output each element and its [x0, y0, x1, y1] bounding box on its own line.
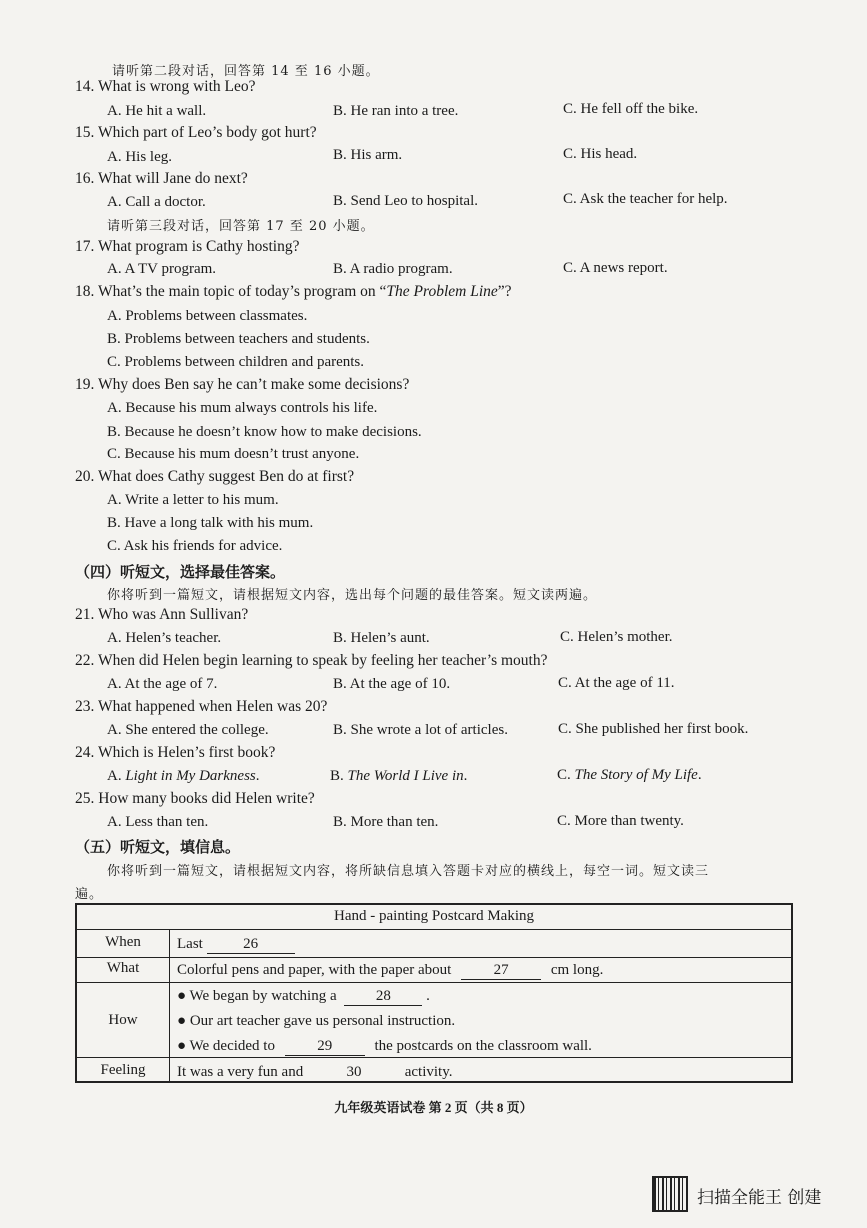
question-21: 21. Who was Ann Sullivan?: [75, 606, 249, 623]
feeling-content: It was a very fun and 30 activity.: [177, 1064, 453, 1080]
option-16c: C. Ask the teacher for help.: [563, 191, 728, 207]
option-20a: A. Write a letter to his mum.: [107, 492, 279, 508]
question-15: 15. Which part of Leo’s body got hurt?: [75, 124, 317, 141]
how-item-3: ● We decided to 29 the postcards on the classroom wall.: [177, 1038, 592, 1054]
question-24: 24. Which is Helen’s first book?: [75, 744, 276, 761]
option-22c: C. At the age of 11.: [558, 675, 675, 691]
blank-26[interactable]: 26: [207, 936, 295, 954]
section-5-title: （五）听短文，填信息。: [75, 840, 241, 856]
what-content: Colorful pens and paper, with the paper about 27 cm long.: [177, 962, 604, 978]
bullet-icon: ●: [177, 988, 187, 1004]
bullet-icon: ●: [177, 1013, 187, 1029]
section-5-instruction-cont: 遍。: [75, 887, 104, 902]
option-20b: B. Have a long talk with his mum.: [107, 515, 314, 531]
option-25c: C. More than twenty.: [557, 813, 684, 829]
when-label: When: [105, 934, 141, 950]
blank-27[interactable]: 27: [461, 962, 541, 980]
option-24c: C. The Story of My Life.: [557, 767, 702, 783]
section-5-instruction: 你将听到一篇短文，请根据短文内容，将所缺信息填入答题卡对应的横线上，每空一词。短文读三: [107, 864, 710, 879]
option-22b: B. At the age of 10.: [333, 676, 451, 692]
option-19a: A. Because his mum always controls his life.: [107, 400, 378, 416]
question-25: 25. How many books did Helen write?: [75, 790, 315, 807]
blank-30[interactable]: 30: [311, 1064, 397, 1082]
table-title: Hand - painting Postcard Making: [334, 908, 534, 924]
how-label: How: [108, 1012, 138, 1028]
scanner-watermark: 扫描全能王 创建: [697, 1188, 822, 1208]
question-18: 18. What’s the main topic of today’s program on “The Problem Line”?: [75, 283, 512, 300]
blank-29[interactable]: 29: [285, 1038, 365, 1056]
option-21c: C. Helen’s mother.: [560, 629, 673, 645]
qr-code-icon: [652, 1176, 688, 1212]
info-table: [75, 903, 793, 1083]
question-20: 20. What does Cathy suggest Ben do at first?: [75, 468, 355, 485]
option-24b: B. The World I Live in.: [330, 768, 468, 784]
part3-instruction: 请听第三段对话，回答第 17 至 20 小题。: [107, 219, 375, 234]
when-content: Last 26: [177, 936, 295, 954]
how-item-1: ● We began by watching a 28 .: [177, 988, 430, 1004]
option-24a: A. Light in My Darkness.: [107, 768, 260, 784]
option-21a: A. Helen’s teacher.: [107, 630, 222, 646]
option-23b: B. She wrote a lot of articles.: [333, 722, 508, 738]
page-footer: 九年级英语试卷 第 2 页（共 8 页）: [334, 1100, 533, 1115]
section-4-instruction: 你将听到一篇短文，请根据短文内容，选出每个问题的最佳答案。短文读两遍。: [107, 588, 598, 603]
bullet-icon: ●: [177, 1038, 187, 1054]
option-19c: C. Because his mum doesn’t trust anyone.: [107, 446, 360, 462]
option-17a: A. A TV program.: [107, 261, 217, 277]
question-16: 16. What will Jane do next?: [75, 170, 248, 187]
question-17: 17. What program is Cathy hosting?: [75, 238, 300, 255]
question-22: 22. When did Helen begin learning to speak by feeling her teacher’s mouth?: [75, 652, 548, 669]
part2-instruction: 请听第二段对话，回答第 14 至 16 小题。: [112, 64, 380, 79]
option-14a: A. He hit a wall.: [107, 103, 207, 119]
option-20c: C. Ask his friends for advice.: [107, 538, 283, 554]
feeling-label: Feeling: [100, 1062, 146, 1078]
what-label: What: [106, 960, 140, 976]
option-16b: B. Send Leo to hospital.: [333, 193, 478, 209]
how-item-2: ● Our art teacher gave us personal instruction.: [177, 1013, 456, 1029]
option-15c: C. His head.: [563, 146, 638, 162]
section-4-title: （四）听短文，选择最佳答案。: [75, 565, 286, 581]
blank-28[interactable]: 28: [344, 988, 422, 1006]
option-25b: B. More than ten.: [333, 814, 439, 830]
option-15b: B. His arm.: [333, 147, 403, 163]
option-16a: A. Call a doctor.: [107, 194, 206, 210]
option-23a: A. She entered the college.: [107, 722, 269, 738]
option-21b: B. Helen’s aunt.: [333, 630, 430, 646]
option-18c: C. Problems between children and parents.: [107, 354, 365, 370]
option-22a: A. At the age of 7.: [107, 676, 218, 692]
option-14c: C. He fell off the bike.: [563, 101, 699, 117]
option-19b: B. Because he doesn’t know how to make decisions.: [107, 424, 422, 440]
question-23: 23. What happened when Helen was 20?: [75, 698, 328, 715]
option-17b: B. A radio program.: [333, 261, 453, 277]
option-18b: B. Problems between teachers and students.: [107, 331, 370, 347]
option-17c: C. A news report.: [563, 260, 668, 276]
question-19: 19. Why does Ben say he can’t make some decisions?: [75, 376, 410, 393]
option-25a: A. Less than ten.: [107, 814, 209, 830]
question-14: 14. What is wrong with Leo?: [75, 78, 256, 95]
option-14b: B. He ran into a tree.: [333, 103, 459, 119]
option-18a: A. Problems between classmates.: [107, 308, 308, 324]
option-15a: A. His leg.: [107, 149, 172, 165]
option-23c: C. She published her first book.: [558, 721, 749, 737]
